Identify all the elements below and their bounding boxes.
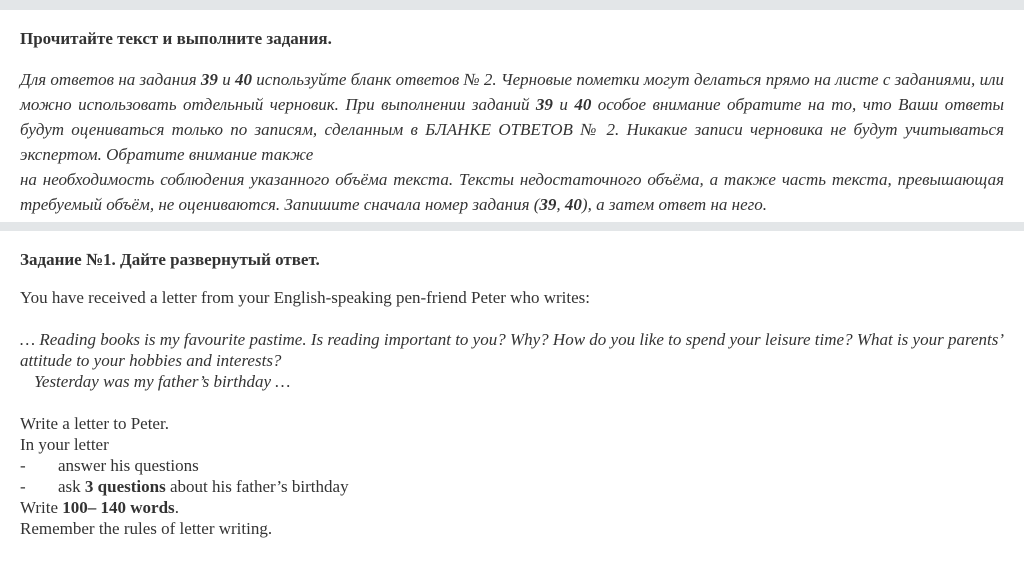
- list-item: [20, 476, 1004, 497]
- instr-text-part: Для ответов на задания: [20, 70, 201, 89]
- word-count-instruction: [20, 497, 1004, 518]
- bullet-dash: -: [20, 477, 26, 496]
- write-letter-instruction: Write a letter to Peter.: [20, 414, 169, 433]
- bullet-dash: -: [20, 456, 26, 475]
- letter-quote-continued: Yesterday was my father’s birthday …: [34, 372, 291, 391]
- word-count-range: 100– 140 words: [62, 498, 175, 517]
- task-number-39: 39: [539, 195, 557, 214]
- task-section: [0, 231, 1024, 539]
- word-count-text-part: Write: [20, 498, 63, 517]
- bullet-text-part: about his father’s birthday: [165, 477, 349, 496]
- task-number-40: 40: [574, 95, 592, 114]
- section-divider-bar: [0, 222, 1024, 231]
- remember-rules-instruction: Remember the rules of letter writing.: [20, 519, 273, 538]
- instructions-title: Прочитайте текст и выполните задания.: [20, 29, 332, 48]
- task-number-39: 39: [535, 95, 553, 114]
- instr-second-paragraph: [20, 167, 1004, 217]
- instructions-text: [20, 67, 1004, 217]
- top-divider-bar: [0, 0, 1024, 10]
- bullet-text: [58, 476, 349, 497]
- list-item: [20, 455, 1004, 476]
- word-count-text-part: .: [174, 498, 179, 517]
- instr-text-part: ), а затем ответ на него.: [581, 195, 767, 214]
- instr-text-part: и: [217, 70, 235, 89]
- task-number-39: 39: [200, 70, 218, 89]
- instructions-section: [0, 10, 1024, 222]
- instr-text-part: используйте бланк ответов № 2. Черновые пометки могут делаться прямо на листе с заданиями, или можно использовать отдельный черновик. При выполнении заданий: [20, 70, 1005, 114]
- instr-text-part: особое внимание обратите на то, что Ваши ответы будут оцениваться только по записям, сделанным в БЛАНКЕ ОТВЕТОВ № 2. Никакие записи черновика не будут учитываться экспертом. Обратите внимание также: [20, 95, 1005, 164]
- task-number-40: 40: [564, 195, 582, 214]
- bullet-text: answer his questions: [58, 456, 199, 475]
- letter-quote: … Reading books is my favourite pastime. Is reading important to you? Why? How do you like to spend your leisure time? What is your parents’ attitude to your hobbies and interests?: [20, 330, 1003, 370]
- questions-count: 3 questions: [84, 477, 166, 496]
- task-intro: You have received a letter from your English-speaking pen-friend Peter who writes:: [20, 288, 590, 307]
- instr-text-part: на необходимость соблюдения указанного объёма текста. Тексты недостаточного объёма, а также часть текста, превышающая требуемый объём, не оцениваются. Запишите сначала номер задания (: [20, 170, 1004, 214]
- task-title: Задание №1. Дайте развернутый ответ.: [20, 250, 320, 269]
- instr-text-part: ,: [556, 195, 565, 214]
- task-number-40: 40: [234, 70, 252, 89]
- bullet-text-part: ask: [58, 477, 85, 496]
- instr-text-part: и: [552, 95, 575, 114]
- in-your-letter-label: In your letter: [20, 435, 109, 454]
